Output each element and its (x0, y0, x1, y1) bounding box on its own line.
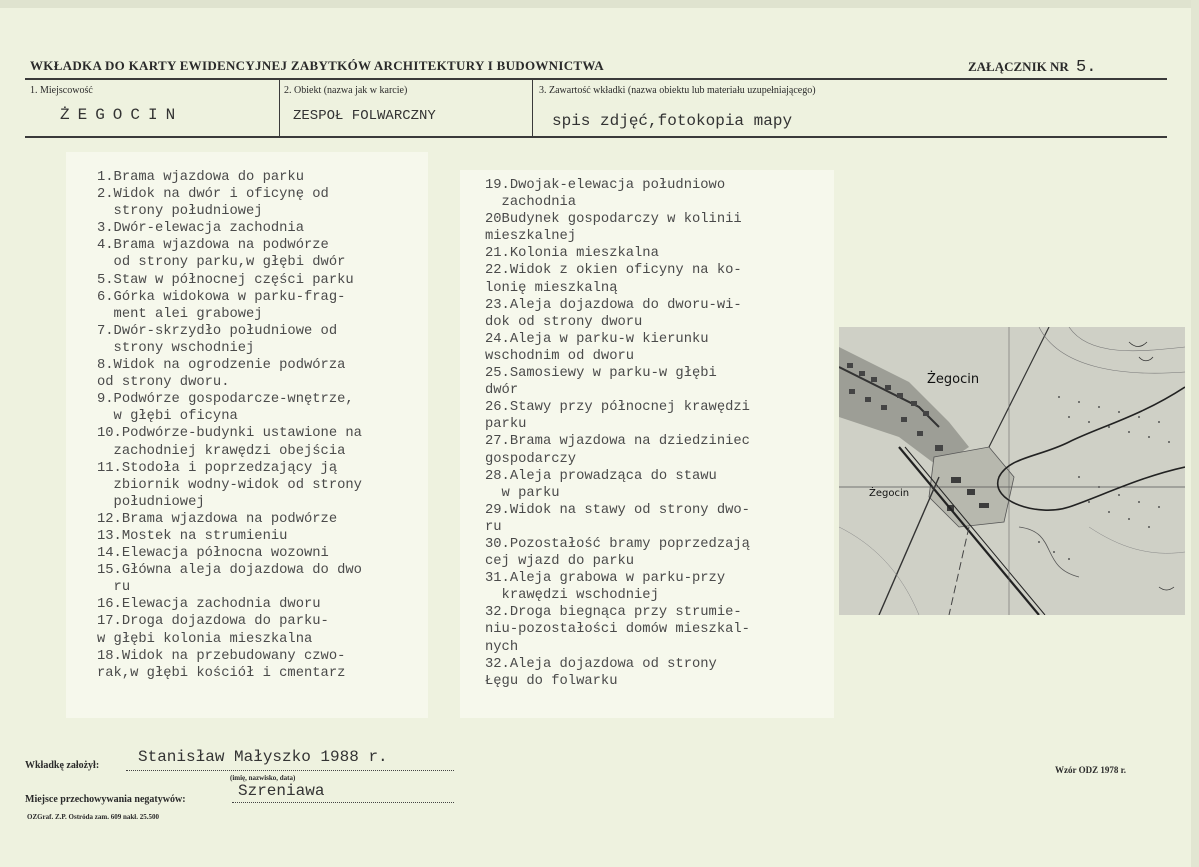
place-label: 1. Miejscowość (30, 85, 93, 96)
photo-list-left (97, 169, 362, 682)
list-item: 20Budynek gospodarczy w kolinii (485, 212, 742, 228)
storage-line (232, 802, 454, 803)
form-template-id: Wzór ODZ 1978 r. (1055, 765, 1126, 775)
scan-edge-top (0, 0, 1199, 8)
list-item: parku (485, 417, 527, 433)
list-item: cej wjazd do parku (485, 554, 635, 570)
column-divider-1 (279, 80, 280, 136)
list-item: 15.Główna aleja dojazdowa do dwo (97, 563, 362, 579)
map-photocopy (839, 327, 1185, 615)
list-item: 22.Widok z okien oficyny na ko- (485, 263, 742, 279)
list-item: 26.Stawy przy północnej krawędzi (485, 400, 750, 416)
header-rule-top (25, 78, 1167, 80)
annex-label: ZAŁĄCZNIK NR (968, 59, 1069, 74)
list-item: 7.Dwór-skrzydło południowe od (97, 323, 338, 339)
list-item: 21.Kolonia mieszkalna (485, 246, 659, 262)
list-item: zachodnia (485, 195, 577, 211)
list-item: 10.Podwórze-budynki ustawione na (97, 426, 362, 442)
list-item: rak,w głębi kościół i cmentarz (97, 665, 346, 681)
list-item: zbiornik wodny-widok od strony (97, 477, 362, 493)
list-item: ru (97, 580, 131, 596)
list-item: mieszkalnej (485, 229, 577, 245)
storage-value: Szreniawa (238, 782, 325, 800)
list-item: 5.Staw w północnej części parku (97, 272, 354, 288)
list-item: strony południowej (97, 204, 263, 220)
list-item: 14.Elewacja północna wozowni (97, 546, 329, 562)
list-item: 11.Stodoła i poprzedzający ją (97, 460, 338, 476)
list-item: 32.Aleja dojazdowa od strony (485, 656, 717, 672)
list-item: 3.Dwór-elewacja zachodnia (97, 221, 304, 237)
list-item: 30.Pozostałość bramy poprzedzają (485, 536, 750, 552)
photo-list-right (485, 177, 750, 690)
list-item: krawędzi wschodniej (485, 588, 659, 604)
list-item: 23.Aleja dojazdowa do dworu-wi- (485, 297, 742, 313)
list-item: niu-pozostałości domów mieszkal- (485, 622, 750, 638)
scan-edge-right (1191, 0, 1199, 867)
object-value: ZESPOŁ FOLWARCZNY (293, 108, 436, 124)
list-item: zachodniej krawędzi obejścia (97, 443, 346, 459)
list-item: 28.Aleja prowadząca do stawu (485, 468, 717, 484)
list-item: w głębi oficyna (97, 409, 238, 425)
column-divider-2 (532, 80, 533, 136)
list-item: 19.Dwojak-elewacja południowo (485, 178, 726, 193)
list-item: 25.Samosiewy w parku-w głębi (485, 366, 717, 382)
list-item: 13.Mostek na strumieniu (97, 528, 288, 544)
list-item: 9.Podwórze gospodarcze-wnętrze, (97, 392, 354, 408)
author-label: Wkładkę założył: (25, 760, 100, 771)
list-item: gospodarczy (485, 451, 577, 467)
list-item: od strony dworu. (97, 375, 230, 391)
list-item: lonię mieszkalną (485, 280, 618, 296)
print-info: OZGraf. Z.P. Ostróda zam. 609 nakł. 25.500 (27, 813, 159, 821)
list-item: 6.Górka widokowa w parku-frag- (97, 289, 346, 305)
storage-label: Miejsce przechowywania negatywów: (25, 794, 186, 805)
annex-value: 5. (1076, 58, 1097, 77)
list-item: 16.Elewacja zachodnia dworu (97, 597, 321, 613)
list-item: nych (485, 639, 519, 655)
list-item: południowej (97, 494, 205, 510)
author-line (126, 770, 454, 771)
list-item: 18.Widok na przebudowany czwo- (97, 648, 346, 664)
list-item: Łęgu do folwarku (485, 673, 618, 689)
list-item: 4.Brama wjazdowa na podwórze (97, 238, 329, 254)
list-item: 2.Widok na dwór i oficynę od (97, 187, 329, 203)
list-item: 8.Widok na ogrodzenie podwórza (97, 358, 346, 374)
list-item: strony wschodniej (97, 340, 255, 356)
content-label: 3. Zawartość wkładki (nazwa obiektu lub materiału uzupełniającego) (539, 85, 816, 96)
content-value: spis zdjęć,fotokopia mapy (552, 112, 793, 130)
list-item: ment alei grabowej (97, 306, 263, 322)
place-value: ŻEGOCIN (60, 106, 184, 124)
list-item: ru (485, 519, 502, 535)
annex-number (968, 58, 1096, 77)
author-hint: (imię, nazwisko, data) (230, 774, 296, 782)
map-label-folwark: Żegocin (869, 488, 910, 499)
list-item: w parku (485, 485, 560, 501)
list-item: 24.Aleja w parku-w kierunku (485, 331, 709, 347)
map-label-village: Żegocin (927, 372, 980, 387)
list-item: w głębi kolonia mieszkalna (97, 631, 313, 647)
form-title: WKŁADKA DO KARTY EWIDENCYJNEJ ZABYTKÓW ARCHITEKTURY I BUDOWNICTWA (30, 58, 604, 73)
list-item: 29.Widok na stawy od strony dwo- (485, 502, 750, 518)
map-drawing (839, 327, 1185, 615)
list-item: dwór (485, 383, 519, 399)
list-item: 32.Droga biegnąca przy strumie- (485, 605, 742, 621)
list-item: 31.Aleja grabowa w parku-przy (485, 571, 726, 587)
list-item: 12.Brama wjazdowa na podwórze (97, 511, 338, 527)
list-item: 1.Brama wjazdowa do parku (97, 170, 304, 185)
list-item: wschodnim od dworu (485, 348, 635, 364)
author-value: Stanisław Małyszko 1988 r. (138, 748, 388, 766)
header-rule-bottom (25, 136, 1167, 138)
list-item: dok od strony dworu (485, 314, 643, 330)
list-item: 27.Brama wjazdowa na dziedziniec (485, 434, 750, 450)
object-label: 2. Obiekt (nazwa jak w karcie) (284, 85, 408, 96)
list-item: 17.Droga dojazdowa do parku- (97, 614, 329, 630)
list-item: od strony parku,w głębi dwór (97, 255, 346, 271)
